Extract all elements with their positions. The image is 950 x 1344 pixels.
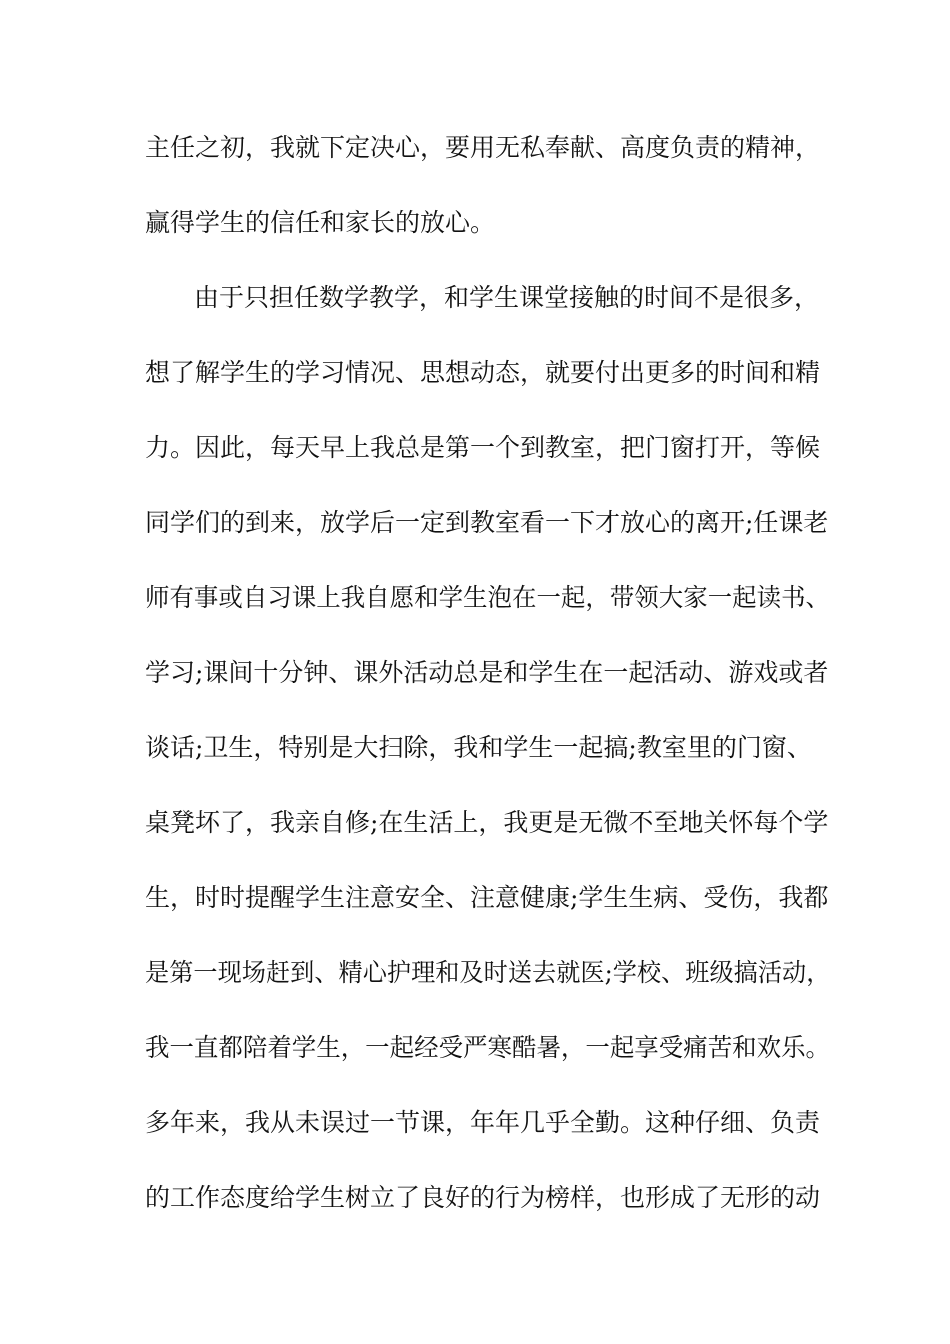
text-line: 桌凳坏了，我亲自修;在生活上，我更是无微不至地关怀每个学 bbox=[145, 808, 829, 837]
text-line: 想了解学生的学习情况、思想动态，就要付出更多的时间和精 bbox=[145, 358, 821, 387]
text-line: 多年来，我从未误过一节课，年年几乎全勤。这种仔细、负责 bbox=[145, 1108, 821, 1137]
text-line: 学习;课间十分钟、课外活动总是和学生在一起活动、游戏或者 bbox=[145, 658, 829, 687]
text-line: 生，时时提醒学生注意安全、注意健康;学生生病、受伤，我都 bbox=[145, 883, 829, 912]
text-line: 的工作态度给学生树立了良好的行为榜样，也形成了无形的动 bbox=[145, 1183, 821, 1212]
paragraph-first-line: 由于只担任数学教学，和学生课堂接触的时间不是很多， bbox=[194, 283, 820, 312]
text-line: 师有事或自习课上我自愿和学生泡在一起，带领大家一起读书、 bbox=[145, 583, 831, 612]
text-line: 我一直都陪着学生，一起经受严寒酷暑，一起享受痛苦和欢乐。 bbox=[145, 1033, 831, 1062]
text-line: 是第一现场赶到、精心护理和及时送去就医;学校、班级搞活动， bbox=[145, 958, 831, 987]
text-line: 谈话;卫生，特别是大扫除，我和学生一起搞;教室里的门窗、 bbox=[145, 733, 812, 762]
text-line: 同学们的到来，放学后一定到教室看一下才放心的离开;任课老 bbox=[145, 508, 829, 537]
text-line: 主任之初，我就下定决心，要用无私奉献、高度负责的精神， bbox=[145, 133, 821, 162]
text-line: 力。因此，每天早上我总是第一个到教室，把门窗打开，等候 bbox=[145, 433, 821, 462]
text-line: 赢得学生的信任和家长的放心。 bbox=[145, 208, 496, 237]
